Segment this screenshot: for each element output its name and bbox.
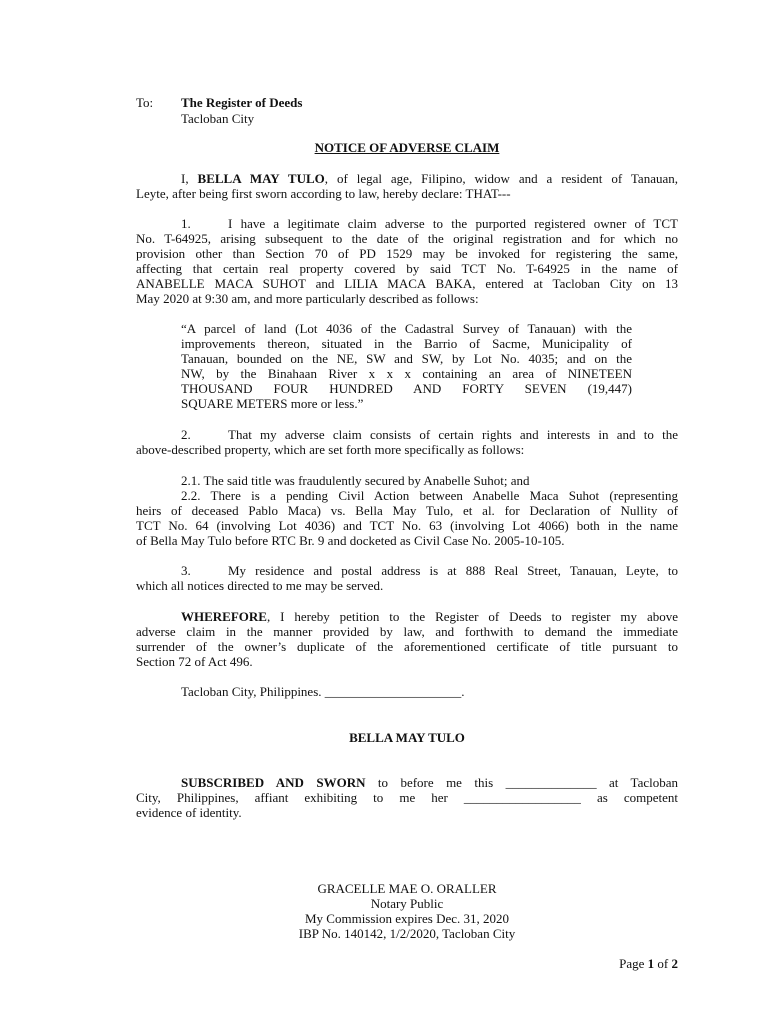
- jurat-line: City, Philippines, affiant exhibiting to me her __________________ as competent: [136, 790, 678, 805]
- jurat-label: SUBSCRIBED AND SWORN: [181, 775, 366, 790]
- item-2-line: above-described property, which are set forth more specifically as follows:: [136, 442, 525, 457]
- wherefore-line: adverse claim in the manner provided by law, and forthwith to demand the immediate: [136, 624, 678, 639]
- intro-paragraph: [136, 171, 678, 201]
- item-2: [136, 427, 678, 457]
- item-3-line: which all notices directed to me may be served.: [136, 578, 384, 593]
- quote-line: Tanauan, bounded on the NE, SW and SW, by Lot No. 4035; and on the: [181, 351, 632, 366]
- notary-ibp: IBP No. 140142, 1/2/2020, Tacloban City: [298, 926, 516, 941]
- wherefore-line: surrender of the owner’s duplicate of the aforementioned certificate of title pursuant to: [136, 639, 678, 654]
- recipient-city: Tacloban City: [181, 111, 255, 126]
- jurat-line: evidence of identity.: [136, 805, 242, 820]
- item-2-2-line: TCT No. 64 (involving Lot 4036) and TCT No. 63 (involving Lot 4066) both in the name: [136, 518, 678, 533]
- jurat-line: SUBSCRIBED AND SWORN to before me this ______________ at Tacloban: [181, 775, 679, 790]
- quote-line: “A parcel of land (Lot 4036 of the Cadastral Survey of Tanauan) with the: [181, 321, 632, 336]
- notary-commission: My Commission expires Dec. 31, 2020: [304, 911, 509, 926]
- item-1-line: provision other than Section 70 of PD 1529 may be invoked for registering the same,: [136, 246, 678, 261]
- notary-block: [136, 881, 678, 941]
- item-2-line: 2. That my adverse claim consists of certain rights and interests in and to the: [181, 427, 678, 442]
- current-page: 1: [647, 956, 655, 971]
- quote-line: SQUARE METERS more or less.”: [181, 396, 364, 411]
- intro-line-1: I, BELLA MAY TULO, of legal age, Filipino, widow and a resident of Tanauan,: [181, 171, 678, 186]
- notary-name: GRACELLE MAE O. ORALLER: [317, 881, 497, 896]
- item-2-2: [136, 488, 678, 548]
- wherefore-paragraph: [136, 609, 678, 669]
- item-1-line: 1. I have a legitimate claim adverse to the purported registered owner of TCT: [181, 216, 678, 231]
- item-2-number: 2.: [181, 427, 191, 442]
- quote-line: THOUSAND FOUR HUNDRED AND FORTY SEVEN (19,447): [181, 381, 632, 396]
- item-1-number: 1.: [181, 216, 191, 231]
- recipient: The Register of Deeds: [181, 95, 303, 110]
- to-label: To:: [136, 95, 154, 110]
- total-pages: 2: [671, 956, 678, 971]
- item-1-line: ANABELLE MACA SUHOT and LILIA MACA BAKA, entered at Tacloban City on 13: [136, 276, 678, 291]
- item-2-1: 2.1. The said title was fraudulently secured by Anabelle Suhot; and: [181, 473, 530, 488]
- item-1-line: May 2020 at 9:30 am, and more particularly described as follows:: [136, 291, 479, 306]
- wherefore-line: WHEREFORE, I hereby petition to the Register of Deeds to register my above: [181, 609, 678, 624]
- page-number: Page 1 of 2: [619, 956, 678, 971]
- notary-title: Notary Public: [370, 896, 444, 911]
- item-2-2-line: of Bella May Tulo before RTC Br. 9 and docketed as Civil Case No. 2005-10-105.: [136, 533, 565, 548]
- item-1-line: No. T-64925, arising subsequent to the date of the original registration and for which no: [136, 231, 678, 246]
- signatory-name: BELLA MAY TULO: [349, 730, 465, 745]
- wherefore-line: Section 72 of Act 496.: [136, 654, 253, 669]
- item-3-line: 3. My residence and postal address is at 888 Real Street, Tanauan, Leyte, to: [181, 563, 678, 578]
- quote-line: NW, by the Binahaan River x x x containing an area of NINETEEN: [181, 366, 632, 381]
- affiant-name: BELLA MAY TULO: [197, 171, 325, 186]
- item-3-number: 3.: [181, 563, 191, 578]
- property-description-quote: [181, 321, 632, 411]
- jurat-paragraph: [136, 775, 678, 820]
- item-3: [136, 563, 678, 593]
- item-1-line: affecting that certain real property covered by said TCT No. T-64925 in the name of: [136, 261, 678, 276]
- place-date-line: Tacloban City, Philippines. _____________________.: [181, 684, 465, 699]
- wherefore-label: WHEREFORE: [181, 609, 267, 624]
- item-2-2-line: heirs of deceased Pablo Maca) vs. Bella May Tulo, et al. for Declaration of Nullity of: [136, 503, 678, 518]
- item-1: [136, 216, 678, 306]
- item-2-2-line: 2.2. There is a pending Civil Action between Anabelle Maca Suhot (representing: [181, 488, 678, 503]
- intro-line-2: Leyte, after being first sworn according to law, hereby declare: THAT---: [136, 186, 511, 201]
- quote-line: improvements thereon, situated in the Barrio of Sacme, Municipality of: [181, 336, 632, 351]
- document-title: NOTICE OF ADVERSE CLAIM: [314, 140, 500, 155]
